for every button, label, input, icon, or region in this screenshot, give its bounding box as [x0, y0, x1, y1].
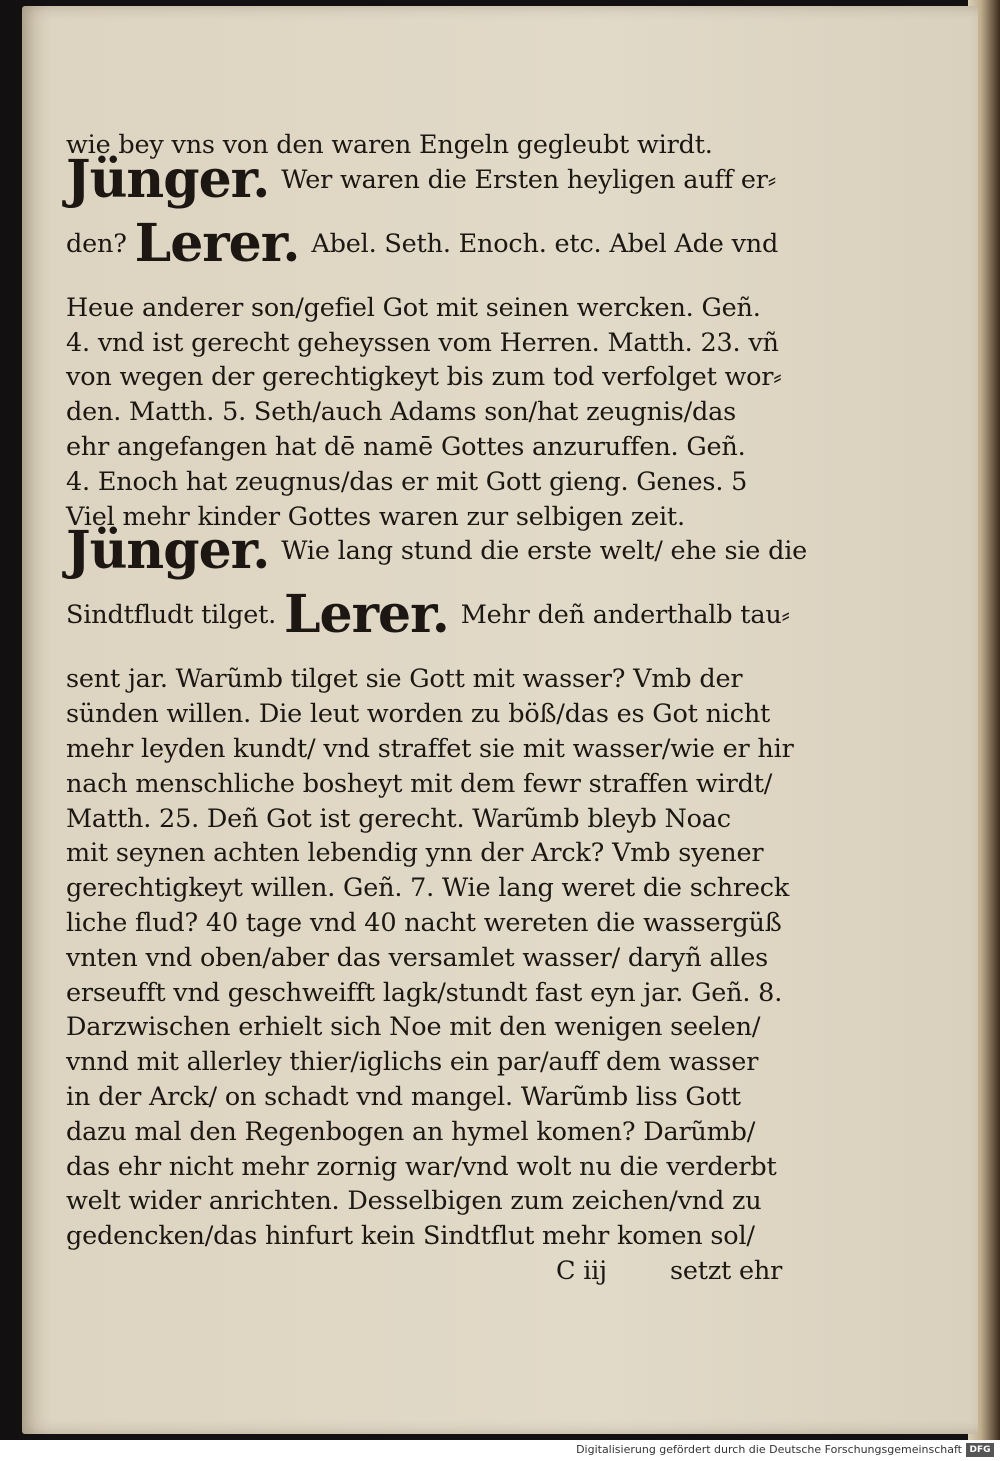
dialogue-line: den? Lerer. Abel. Seth. Enoch. etc. Abel Ade vnd — [66, 212, 779, 274]
text-line: Heue anderer son/gefiel Got mit seinen wercken. Geñ. — [66, 292, 761, 323]
catchword: setzt ehr — [670, 1255, 783, 1286]
text-line: in der Arck/ on schadt vnd mangel. Warũmb liss Gott — [66, 1081, 741, 1112]
text-line: welt wider anrichten. Desselbigen zum zeichen/vnd zu — [66, 1186, 762, 1217]
speaker-label: Jünger. — [66, 148, 270, 210]
text-line: vnnd mit allerley thier/iglichs ein par/auff dem wasser — [66, 1047, 759, 1078]
text-line: Viel mehr kinder Gottes waren zur selbigen zeit. — [66, 501, 685, 532]
text-line: den. Matth. 5. Seth/auch Adams son/hat zeugnis/das — [66, 397, 737, 428]
dialogue-line: Jünger. Wer waren die Ersten heyligen auff er⸗ — [66, 148, 777, 210]
text-line: das ehr nicht mehr zornig war/vnd wolt nu die verderbt — [66, 1151, 777, 1182]
page-text — [66, 128, 808, 1289]
text-line: wie bey vns von den waren Engeln gegleubt wirdt. — [66, 130, 713, 160]
text-line: liche flud? 40 tage vnd 40 nacht wereten die wassergüß — [66, 907, 782, 938]
speaker-label: Lerer. — [283, 584, 449, 646]
signature-line — [66, 1254, 783, 1289]
text-line: vnten vnd oben/aber das versamlet wasser/ daryñ alles — [66, 942, 769, 973]
signature-mark: C iij — [556, 1255, 607, 1286]
text-line: sent jar. Warũmb tilget sie Gott mit wasser? Vmb der — [66, 664, 743, 695]
text-line: gerechtigkeyt willen. Geñ. 7. Wie lang weret die schreck — [66, 873, 790, 904]
text-line: sünden willen. Die leut worden zu böß/das es Got nicht — [66, 699, 771, 730]
text-line: 4. vnd ist gerecht geheyssen vom Herren. Matth. 23. vñ — [66, 327, 779, 358]
text-line: ehr angefangen hat dē namē Gottes anzuruffen. Geñ. — [66, 431, 746, 462]
text-line: 4. Enoch hat zeugnus/das er mit Gott gieng. Genes. 5 — [66, 466, 748, 497]
text-line: Darzwischen erhielt sich Noe mit den wenigen seelen/ — [66, 1012, 761, 1043]
speaker-label: Lerer. — [134, 212, 300, 274]
funding-notice: Digitalisierung gefördert durch die Deutsche Forschungsgemeinschaft — [576, 1443, 962, 1456]
text-line: von wegen der gerechtigkeyt bis zum tod verfolget wor⸗ — [66, 362, 782, 393]
dfg-logo-icon: DFG — [966, 1443, 994, 1457]
text-line: mehr leyden kundt/ vnd straffet sie mit wasser/wie er hir — [66, 733, 794, 764]
footer-bar — [0, 1440, 1000, 1461]
text-line: dazu mal den Regenbogen an hymel komen? Darũmb/ — [66, 1116, 756, 1147]
speaker-label: Jünger. — [66, 520, 270, 582]
text-line: erseufft vnd geschweifft lagk/stundt fast eyn jar. Geñ. 8. — [66, 977, 783, 1008]
text-line: mit seynen achten lebendig ynn der Arck? Vmb syener — [66, 838, 764, 869]
text-line: nach menschliche bosheyt mit dem fewr straffen wirdt/ — [66, 768, 773, 799]
dialogue-line: Sindtfludt tilget. Lerer. Mehr deñ anderthalb tau⸗ — [66, 584, 790, 646]
text-line: gedencken/das hinfurt kein Sindtflut mehr komen sol/ — [66, 1221, 755, 1252]
dialogue-line: Jünger. Wie lang stund die erste welt/ ehe sie die — [66, 520, 808, 582]
text-line: Matth. 25. Deñ Got ist gerecht. Warũmb bleyb Noac — [66, 803, 731, 834]
